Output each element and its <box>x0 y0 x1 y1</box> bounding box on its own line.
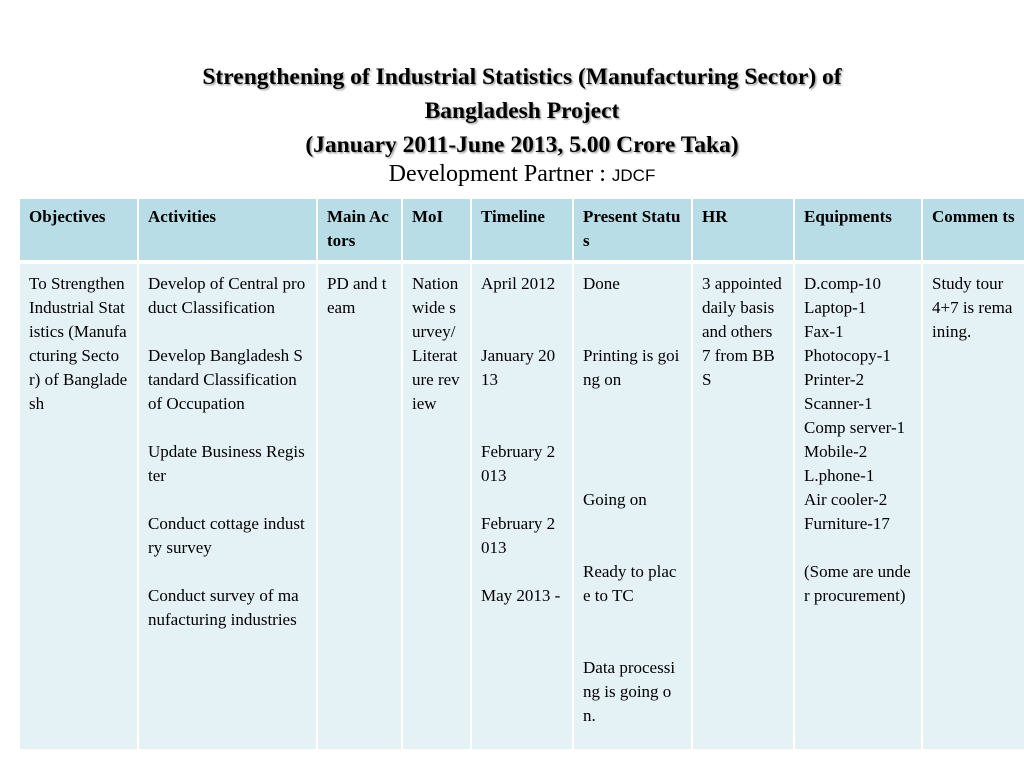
table-row <box>19 262 1024 750</box>
header-moi: MoI <box>402 198 471 262</box>
title-line-2: Bangladesh Project <box>424 98 620 124</box>
development-partner-line <box>0 158 1024 192</box>
project-table <box>18 197 1024 751</box>
header-timeline: Timeline <box>471 198 573 262</box>
cell-present-status: Done Printing is going on Going on Ready to place to TC Data processing is going on. <box>573 262 692 750</box>
table-header-row <box>19 198 1024 262</box>
cell-equipments: D.comp-10 Laptop-1 Fax-1 Photocopy-1 Printer-2 Scanner-1 Comp server-1 Mobile-2 L.phone-1 Air cooler-2 Furniture-17 (Some are under procurement) <box>794 262 922 750</box>
header-objectives: Objectives <box>19 198 138 262</box>
cell-timeline: April 2012 January 2013 February 2013 February 2013 May 2013 - <box>471 262 573 750</box>
cell-objectives: To Strengthen Industrial Statistics (Manufacturing Sector) of Bangladesh <box>19 262 138 750</box>
header-hr: HR <box>692 198 794 262</box>
header-main-actors: Main Actors <box>317 198 402 262</box>
title-line-1: Strengthening of Industrial Statistics (Manufacturing Sector) of <box>202 64 842 90</box>
slide-title <box>0 60 1024 162</box>
cell-main-actors: PD and team <box>317 262 402 750</box>
cell-hr: 3 appointed daily basis and others 7 from BBS <box>692 262 794 750</box>
header-equipments: Equipments <box>794 198 922 262</box>
cell-activities: Develop of Central product Classification Develop Bangladesh Standard Classification of Occupation Update Business Register Conduct cottage industry survey Conduct survey of manufacturing industries <box>138 262 317 750</box>
development-partner-name: JDCF <box>611 166 656 185</box>
cell-comments: Study tour 4+7 is remaining. <box>922 262 1024 750</box>
header-comments: Commen ts <box>922 198 1024 262</box>
development-partner-label: Development Partner : <box>388 161 612 187</box>
title-line-3: (January 2011-June 2013, 5.00 Crore Taka) <box>305 132 739 158</box>
header-present-status: Present Status <box>573 198 692 262</box>
cell-moi: Nationwide survey/Literature review <box>402 262 471 750</box>
header-activities: Activities <box>138 198 317 262</box>
